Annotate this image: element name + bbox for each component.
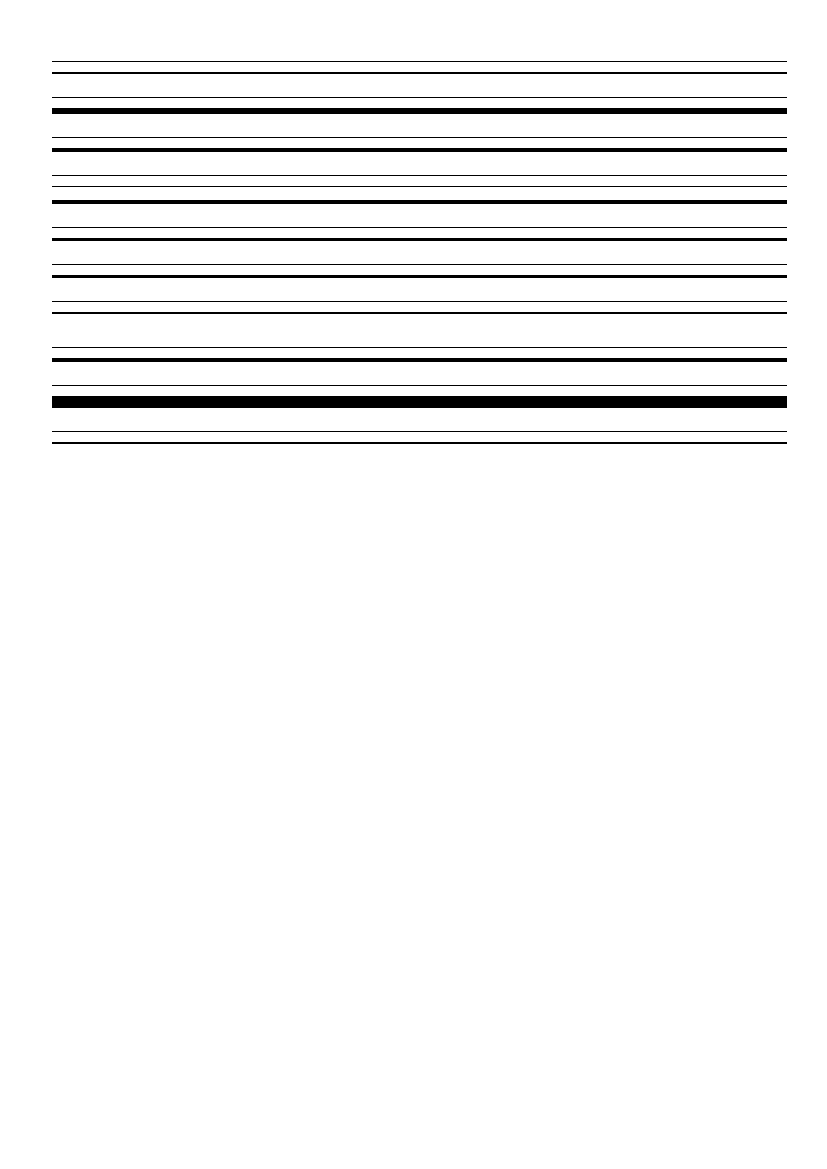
record bbox=[52, 278, 787, 314]
record-header-row bbox=[52, 204, 787, 227]
attachments-header bbox=[52, 385, 787, 396]
record-header-row bbox=[52, 114, 787, 137]
record-header-row bbox=[52, 152, 787, 175]
attachment-row bbox=[52, 406, 787, 407]
blank-row bbox=[52, 186, 787, 200]
record bbox=[52, 152, 787, 204]
attachments-header bbox=[52, 97, 787, 108]
attachment-row bbox=[52, 312, 787, 313]
record bbox=[52, 241, 787, 278]
record-header-row bbox=[52, 314, 787, 347]
record bbox=[52, 204, 787, 241]
record-header-row bbox=[52, 278, 787, 301]
record-header-row bbox=[52, 74, 787, 97]
attachment-row bbox=[52, 202, 787, 203]
attachments-header bbox=[52, 301, 787, 312]
attachments-header bbox=[52, 137, 787, 148]
record bbox=[52, 38, 787, 74]
record-header-row bbox=[52, 408, 787, 431]
attachment-row bbox=[52, 276, 787, 277]
attachment-row bbox=[52, 442, 787, 443]
attachments-header bbox=[52, 264, 787, 275]
record-header-row bbox=[52, 362, 787, 385]
attachments-header bbox=[52, 61, 787, 72]
record bbox=[52, 362, 787, 408]
document-table bbox=[52, 38, 787, 444]
attachment-row bbox=[52, 360, 787, 361]
attachments-header bbox=[52, 227, 787, 238]
attachment-row bbox=[52, 150, 787, 151]
attachment-row bbox=[52, 239, 787, 240]
attachment-row bbox=[52, 112, 787, 113]
record bbox=[52, 314, 787, 362]
record-header-row bbox=[52, 241, 787, 264]
attachment-row bbox=[52, 72, 787, 73]
record-header-row bbox=[52, 38, 787, 61]
attachments-header bbox=[52, 347, 787, 358]
attachments-header bbox=[52, 431, 787, 442]
record bbox=[52, 408, 787, 444]
record bbox=[52, 114, 787, 152]
attachments-header bbox=[52, 175, 787, 186]
record bbox=[52, 74, 787, 114]
